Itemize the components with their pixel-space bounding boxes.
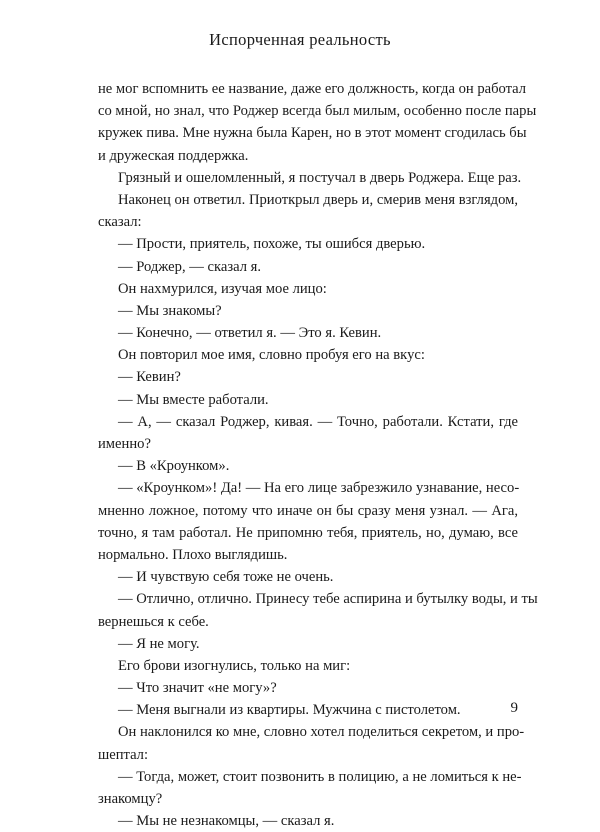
- text-line: — Кевин?: [118, 369, 181, 386]
- text-line: Он повторил мое имя, словно пробуя его на вкус:: [118, 347, 425, 364]
- text-line: — Отлично, отлично. Принесу тебе аспирина и бутылку воды, и ты: [118, 591, 538, 608]
- page-number: 9: [510, 700, 518, 716]
- text-line: — Прости, приятель, похоже, ты ошибся дверью.: [118, 236, 426, 253]
- text-line: — Я не могу.: [118, 635, 200, 652]
- text-line: сказал:: [98, 214, 142, 231]
- text-line: Его брови изогнулись, только на миг:: [118, 657, 351, 674]
- text-line: — Мы знакомы?: [118, 302, 222, 319]
- text-line: Он нахмурился, изучая мое лицо:: [118, 280, 327, 297]
- text-line: — Роджер, — сказал я.: [118, 258, 261, 275]
- text-line: шептал:: [98, 746, 149, 763]
- text-line: Наконец он ответил. Приоткрыл дверь и, смерив меня взглядом,: [118, 191, 518, 208]
- text-line: — Тогда, может, стоит позвонить в полицию, а не ломиться к не-: [118, 768, 522, 785]
- text-line: именно?: [98, 436, 151, 452]
- text-line: кружек пива. Мне нужна была Карен, но в этот момент сгодилась бы: [98, 125, 527, 142]
- text-line: — Что значит «не могу»?: [118, 680, 277, 697]
- body-text: [98, 78, 538, 832]
- text-line: — «Кроунком»! Да! — На его лице забрезжило узнавание, несо-: [118, 480, 520, 497]
- text-line: мненно ложное, потому что иначе он бы сразу меня узнал. — Ага,: [98, 502, 518, 519]
- text-line: — И чувствую себя тоже не очень.: [118, 569, 334, 586]
- text-line: Грязный и ошеломленный, я постучал в дверь Роджера. Еще раз.: [118, 169, 522, 186]
- text-line: — Меня выгнали из квартиры. Мужчина с пистолетом.: [118, 702, 461, 719]
- text-line: — Конечно, — ответил я. — Это я. Кевин.: [118, 325, 382, 342]
- text-line: и дружеская поддержка.: [98, 147, 249, 164]
- text-line: знакомцу?: [98, 791, 163, 807]
- text-line: со мной, но знал, что Роджер всегда был милым, особенно после пары: [98, 103, 537, 120]
- text-line: нормально. Плохо выглядишь.: [98, 546, 288, 563]
- text-line: — В «Кроунком».: [118, 458, 230, 475]
- text-line: вернешься к себе.: [98, 613, 209, 630]
- running-head: Испорченная реальность: [209, 30, 391, 49]
- text-line: точно, я там работал. Не припомню тебя, приятель, но, думаю, все: [98, 524, 518, 541]
- text-line: — Мы вместе работали.: [118, 391, 269, 408]
- text-line: — А, — сказал Роджер, кивая. — Точно, работали. Кстати, где: [118, 413, 518, 430]
- text-line: Он наклонился ко мне, словно хотел поделиться секретом, и про-: [118, 724, 525, 741]
- text-line: не мог вспомнить ее название, даже его должность, когда он работал: [98, 81, 527, 97]
- text-line: — Мы не незнакомцы, — сказал я.: [118, 813, 335, 830]
